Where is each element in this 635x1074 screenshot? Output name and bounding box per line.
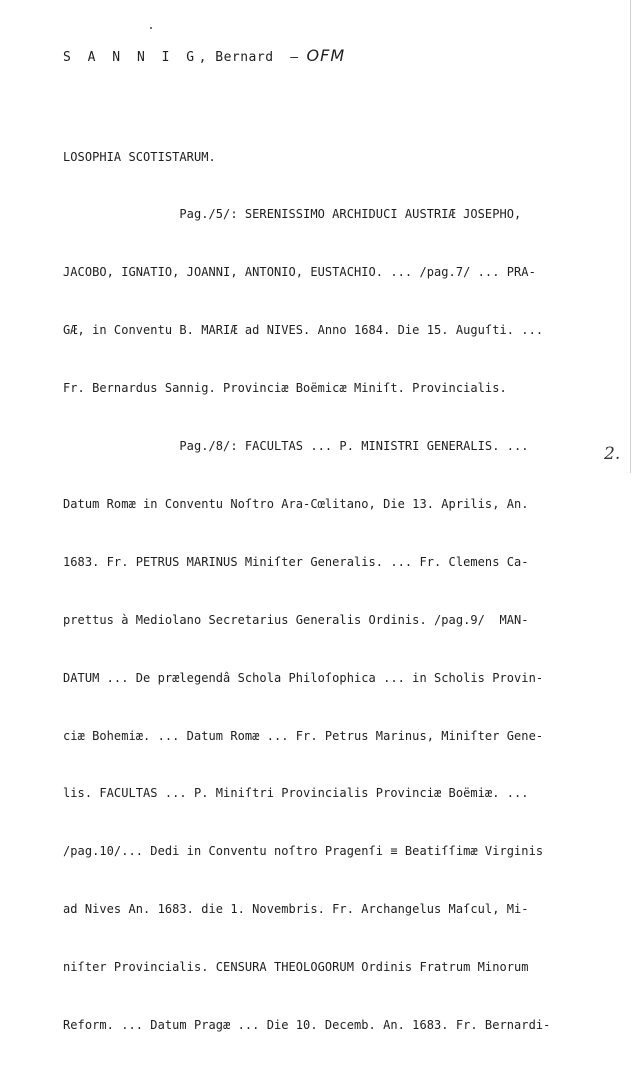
text-line: Datum Romæ in Conventu Noſtro Ara-Cœlitano, Die 13. Aprilis, An.: [63, 496, 529, 511]
text-line: Fr. Bernardus Sannig. Provinciæ Boëmicæ Miniſt. Provincialis.: [63, 381, 507, 396]
card-body: [63, 109, 550, 1074]
ink-dot: [150, 27, 152, 29]
text-line: /pag.10/... Dedi in Conventu noſtro Pragenſi ≡ Beatiſſimæ Virginis: [63, 844, 544, 859]
text-line: Pag./8/: FACULTAS ... P. MINISTRI GENERALIS. ...: [63, 439, 529, 454]
text-line: lis. FACULTAS ... P. Miniſtri Provincialis Provinciæ Boëmiæ. ...: [63, 786, 529, 801]
text-line: 1683. Fr. PETRUS MARINUS Miniſter Generalis. ... Fr. Clemens Ca-: [63, 554, 529, 569]
order-annotation: OFM: [306, 46, 346, 65]
author-surname: S A N N I G: [63, 50, 199, 65]
author-forename: Bernard: [215, 50, 274, 65]
text-line: ad Nives An. 1683. die 1. Novembris. Fr. Archangelus Maſcul, Mi-: [63, 902, 529, 917]
header-dash: —: [290, 50, 299, 65]
text-line: DATUM ... De prælegendâ Schola Philoſophica ... in Scholis Provin-: [63, 670, 544, 685]
text-line: prettus à Mediolano Secretarius Generalis Ordinis. /pag.9/ MAN-: [63, 612, 529, 627]
text-line: ciæ Bohemiæ. ... Datum Romæ ... Fr. Petrus Marinus, Miniſter Gene-: [63, 728, 544, 743]
text-line: GÆ, in Conventu B. MARIÆ ad NIVES. Anno 1684. Die 15. Auguſti. ...: [63, 323, 544, 338]
text-line: niſter Provincialis. CENSURA THEOLOGORUM Ordinis Fratrum Minorum: [63, 960, 529, 975]
name-separator: ,: [198, 50, 207, 65]
card-number: 2.: [604, 444, 621, 464]
card-header: [63, 46, 345, 65]
text-line: LOSOPHIA SCOTISTARUM.: [63, 149, 216, 164]
text-line: JACOBO, IGNATIO, JOANNI, ANTONIO, EUSTACHIO. ... /pag.7/ ... PRA-: [63, 265, 536, 280]
card-edge: [630, 0, 631, 473]
text-line: Pag./5/: SERENISSIMO ARCHIDUCI AUSTRIÆ JOSEPHO,: [63, 207, 522, 222]
text-line: Reform. ... Datum Pragæ ... Die 10. Decemb. An. 1683. Fr. Bernardi-: [63, 1017, 551, 1032]
